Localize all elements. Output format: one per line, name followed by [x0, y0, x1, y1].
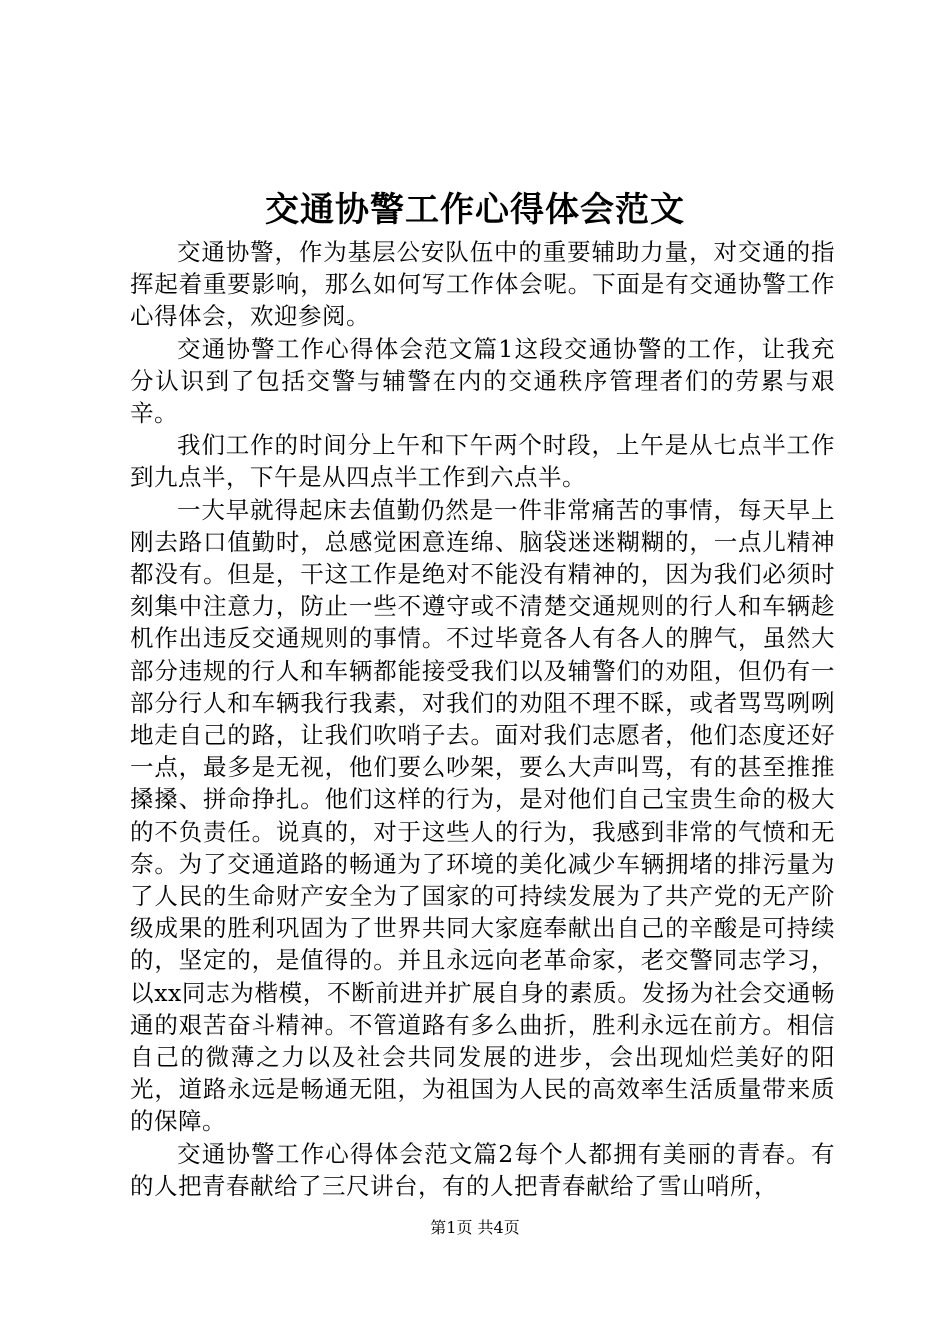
paragraph-article-1-opening: 交通协警工作心得体会范文篇1这段交通协警的工作，让我充分认识到了包括交警与辅警在内的交通秩序管理者们的劳累与艰辛。 [130, 334, 835, 428]
paragraph-article-2-opening: 交通协警工作心得体会范文篇2每个人都拥有美丽的青春。有的人把青春献给了三尺讲台，有的人把青春献给了雪山哨所， [130, 1139, 835, 1200]
paragraph-work-hours: 我们工作的时间分上午和下午两个时段，上午是从七点半工作到九点半，下午是从四点半工作到六点半。 [130, 431, 835, 492]
page-number-footer: 第1页 共4页 [430, 1218, 520, 1237]
document-title: 交通协警工作心得体会范文 [265, 190, 685, 230]
document-body [130, 236, 835, 1202]
paragraph-duty-experience: 一大早就得起床去值勤仍然是一件非常痛苦的事情，每天早上刚去路口值勤时，总感觉困意连绵、脑袋迷迷糊糊的，一点儿精神都没有。但是，干这工作是绝对不能没有精神的，因为我们必须时刻集中注意力，防止一些不遵守或不清楚交通规则的行人和车辆趁机作出违反交通规则的事情。不过毕竟各人有各人的脾气，虽然大部分违规的行人和车辆都能接受我们以及辅警们的劝阻，但仍有一部分行人和车辆我行我素，对我们的劝阻不理不睬，或者骂骂咧咧地走自己的路，让我们吹哨子去。面对我们志愿者，他们态度还好一点，最多是无视，他们要么吵架，要么大声叫骂，有的甚至推推搡搡、拼命挣扎。他们这样的行为，是对他们自己宝贵生命的极大的不负责任。说真的，对于这些人的行为，我感到非常的气愤和无奈。为了交通道路的畅通为了环境的美化减少车辆拥堵的排污量为了人民的生命财产安全为了国家的可持续发展为了共产党的无产阶级成果的胜利巩固为了世界共同大家庭奉献出自己的辛酸是可持续的，坚定的，是值得的。并且永远向老革命家，老交警同志学习，以xx同志为楷模，不断前进并扩展自身的素质。发扬为社会交通畅通的艰苦奋斗精神。不管道路有多么曲折，胜利永远在前方。相信自己的微薄之力以及社会共同发展的进步，会出现灿烂美好的阳光，道路永远是畅通无阻，为祖国为人民的高效率生活质量带来质的保障。 [130, 495, 835, 1136]
paragraph-intro: 交通协警，作为基层公安队伍中的重要辅助力量，对交通的指挥起着重要影响，那么如何写工作体会呢。下面是有交通协警工作心得体会，欢迎参阅。 [130, 238, 835, 331]
